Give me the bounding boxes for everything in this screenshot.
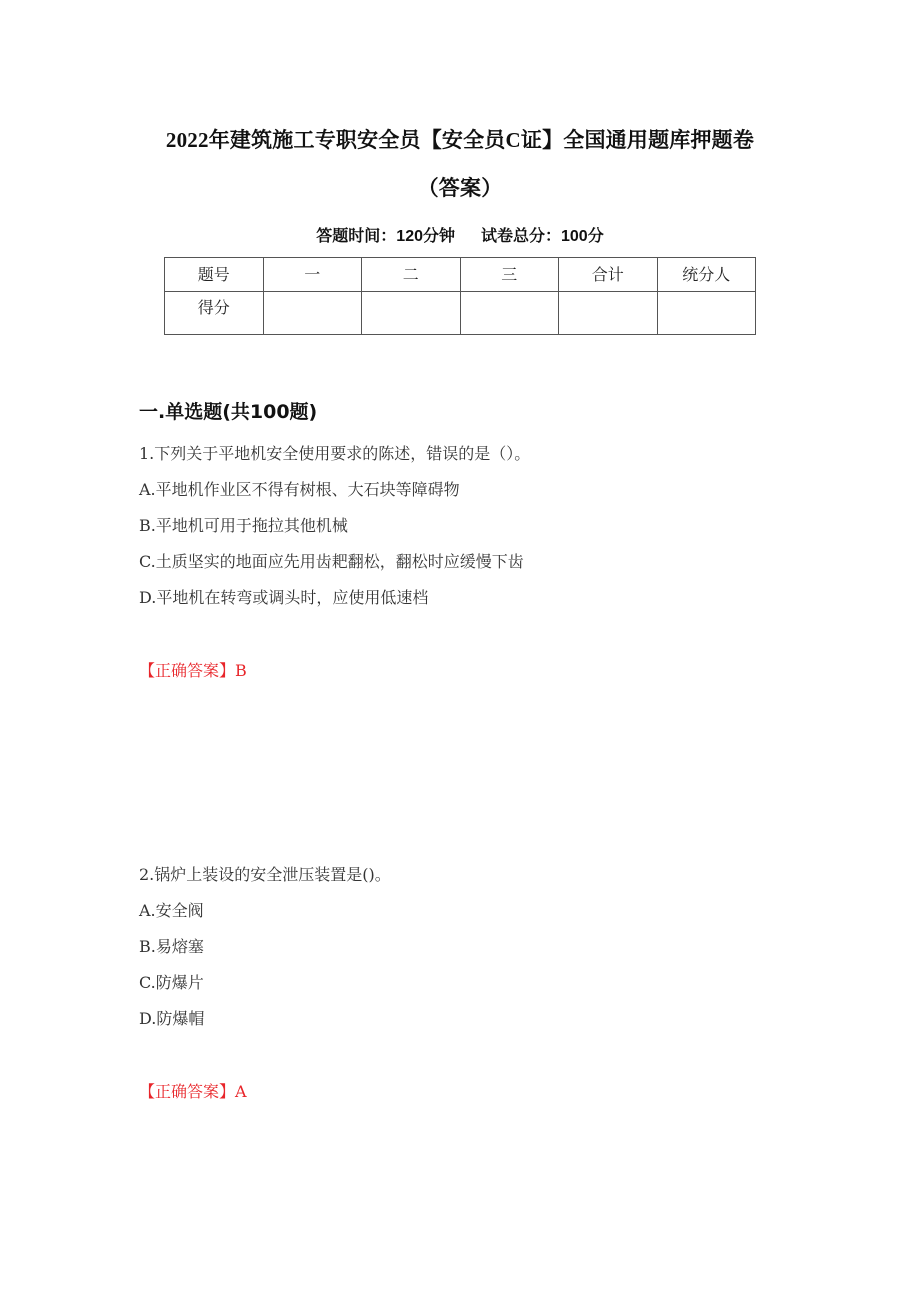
question-1-stem: 1.下列关于平地机安全使用要求的陈述，错误的是（）。: [139, 444, 531, 463]
score-cell-part-1: [263, 292, 362, 335]
section-title: 一.单选题(共100题): [139, 401, 318, 423]
question-2-option-d: D.防爆帽: [139, 1009, 205, 1028]
question-1-option-d: D.平地机在转弯或调头时，应使用低速档: [139, 588, 429, 607]
header-cell-part-3: 三: [460, 258, 559, 292]
question-1-option-a: A.平地机作业区不得有树根、大石块等障碍物: [139, 480, 460, 499]
question-2-option-c: C.防爆片: [139, 973, 204, 992]
header-cell-total: 合计: [559, 258, 658, 292]
exam-info: [0, 223, 920, 246]
document-title: 2022年建筑施工专职安全员【安全员C证】全国通用题库押题卷: [165, 128, 755, 152]
question-1-option-b: B.平地机可用于拖拉其他机械: [139, 516, 348, 535]
score-label-cell: 得分: [165, 292, 264, 335]
question-2-answer: 【正确答案】A: [139, 1082, 247, 1101]
header-cell-question-number: 题号: [165, 258, 264, 292]
score-cell-part-3: [460, 292, 559, 335]
total-score: 试卷总分：100分: [481, 228, 604, 245]
question-1-answer: 【正确答案】B: [139, 661, 247, 680]
header-cell-scorer: 统分人: [657, 258, 756, 292]
question-2-stem: 2.锅炉上装设的安全泄压装置是()。: [139, 865, 391, 884]
question-1-option-c: C.土质坚实的地面应先用齿耙翻松，翻松时应缓慢下齿: [139, 552, 524, 571]
header-cell-part-2: 二: [362, 258, 461, 292]
score-table-score-row: [165, 292, 756, 335]
score-table: [164, 257, 756, 335]
question-2-option-a: A.安全阀: [139, 901, 204, 920]
score-cell-scorer: [657, 292, 756, 335]
question-2-option-b: B.易熔塞: [139, 937, 204, 956]
exam-time: 答题时间：120分钟: [316, 228, 455, 245]
document-subtitle: （答案）: [417, 176, 503, 200]
score-table-header-row: [165, 258, 756, 292]
header-cell-part-1: 一: [263, 258, 362, 292]
score-cell-part-2: [362, 292, 461, 335]
score-cell-total: [559, 292, 658, 335]
